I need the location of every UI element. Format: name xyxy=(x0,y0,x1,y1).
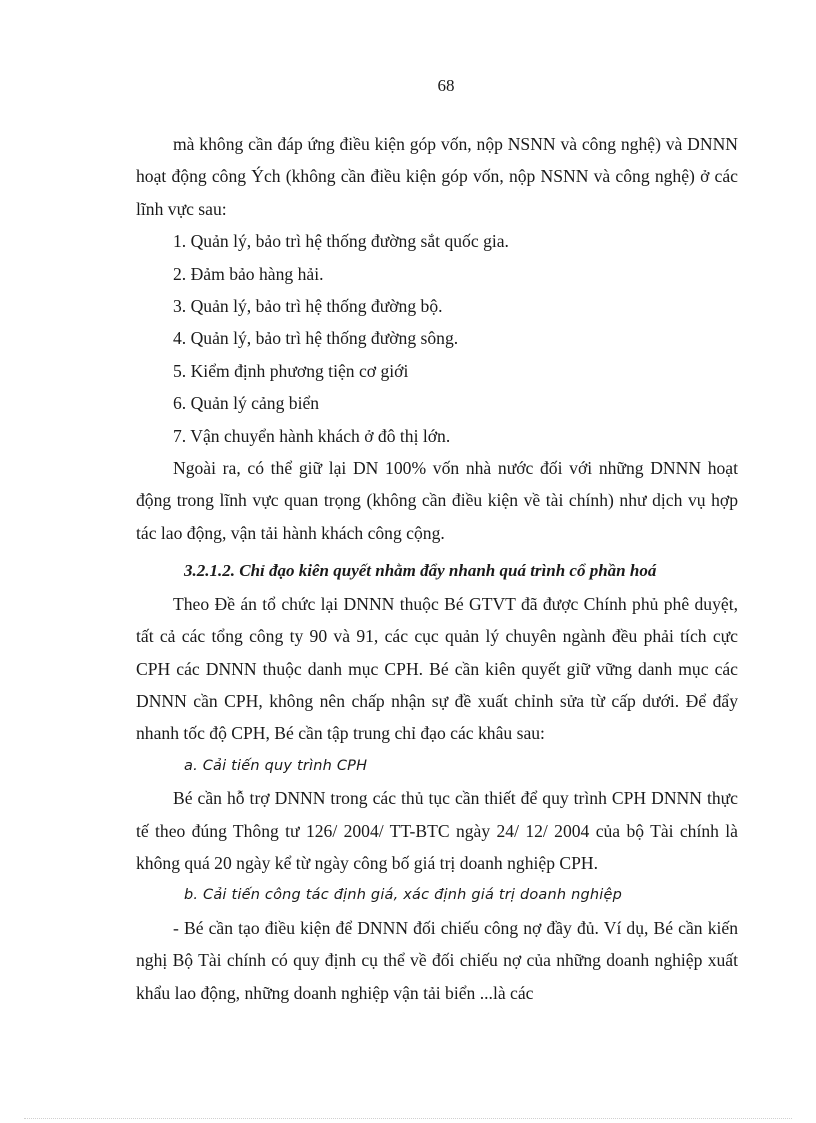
subsection-a-heading: a. Cải tiến quy trình CPH xyxy=(184,757,368,774)
list-item: 6. Quản lý cảng biển xyxy=(173,393,320,414)
besides-paragraph: Ngoài ra, có thể giữ lại DN 100% vốn nhà nước đối với những DNNN hoạt động trong lĩnh vực quan trọng (không cần điều kiện về tài chính) như dịch vụ hợp tác lao động, vận tải hành khách công cộng. xyxy=(136,458,738,543)
list-item: 2. Đảm bảo hàng hải. xyxy=(173,263,324,284)
intro-paragraph: mà không cần đáp ứng điều kiện góp vốn, nộp NSNN và công nghệ) và DNNN hoạt động công Ých (không cần điều kiện góp vốn, nộp NSNN và công nghệ) ở các lĩnh vực sau: xyxy=(136,134,738,219)
subsection-b-heading: b. Cải tiến công tác định giá, xác định giá trị doanh nghiệp xyxy=(184,887,623,904)
list-item: 7. Vận chuyển hành khách ở đô thị lớn. xyxy=(173,425,451,446)
page-number: 68 xyxy=(437,76,455,95)
page-content xyxy=(136,128,738,1009)
list-item: 3. Quản lý, bảo trì hệ thống đường bộ. xyxy=(173,296,443,317)
list-item: 5. Kiểm định phương tiện cơ giới xyxy=(173,360,409,381)
section-heading: 3.2.1.2. Chỉ đạo kiên quyết nhằm đẩy nhanh quá trình cổ phần hoá xyxy=(184,561,657,581)
sector-list xyxy=(136,225,738,452)
footer-divider xyxy=(24,1118,792,1119)
subsection-a-body: Bé cần hỗ trợ DNNN trong các thủ tục cần thiết để quy trình CPH DNNN thực tế theo đúng Thông tư 126/ 2004/ TT-BTC ngày 24/ 12/ 2004 của bộ Tài chính là không quá 20 ngày kể từ ngày công bố giá trị doanh nghiệp CPH. xyxy=(136,788,738,873)
subsection-b-body: - Bé cần tạo điều kiện để DNNN đối chiếu công nợ đầy đủ. Ví dụ, Bé cần kiến nghị Bộ Tài chính có quy định cụ thể về đối chiếu nợ của những doanh nghiệp xuất khẩu lao động, những doanh nghiệp vận tải biển ...là các xyxy=(136,917,738,1003)
list-item: 1. Quản lý, bảo trì hệ thống đường sắt quốc gia. xyxy=(173,231,509,252)
section-body-paragraph: Theo Đề án tổ chức lại DNNN thuộc Bé GTVT đã được Chính phủ phê duyệt, tất cả các tổng công ty 90 và 91, các cục quản lý chuyên ngành đều phải tích cực CPH các DNNN thuộc danh mục CPH. Bé cần kiên quyết giữ vững danh mục các DNNN cần CPH, không nên chấp nhận sự đề xuất chỉnh sửa từ cấp dưới. Để đẩy nhanh tốc độ CPH, Bé cần tập trung chỉ đạo các khâu sau: xyxy=(136,593,738,744)
list-item: 4. Quản lý, bảo trì hệ thống đường sông. xyxy=(173,328,459,349)
